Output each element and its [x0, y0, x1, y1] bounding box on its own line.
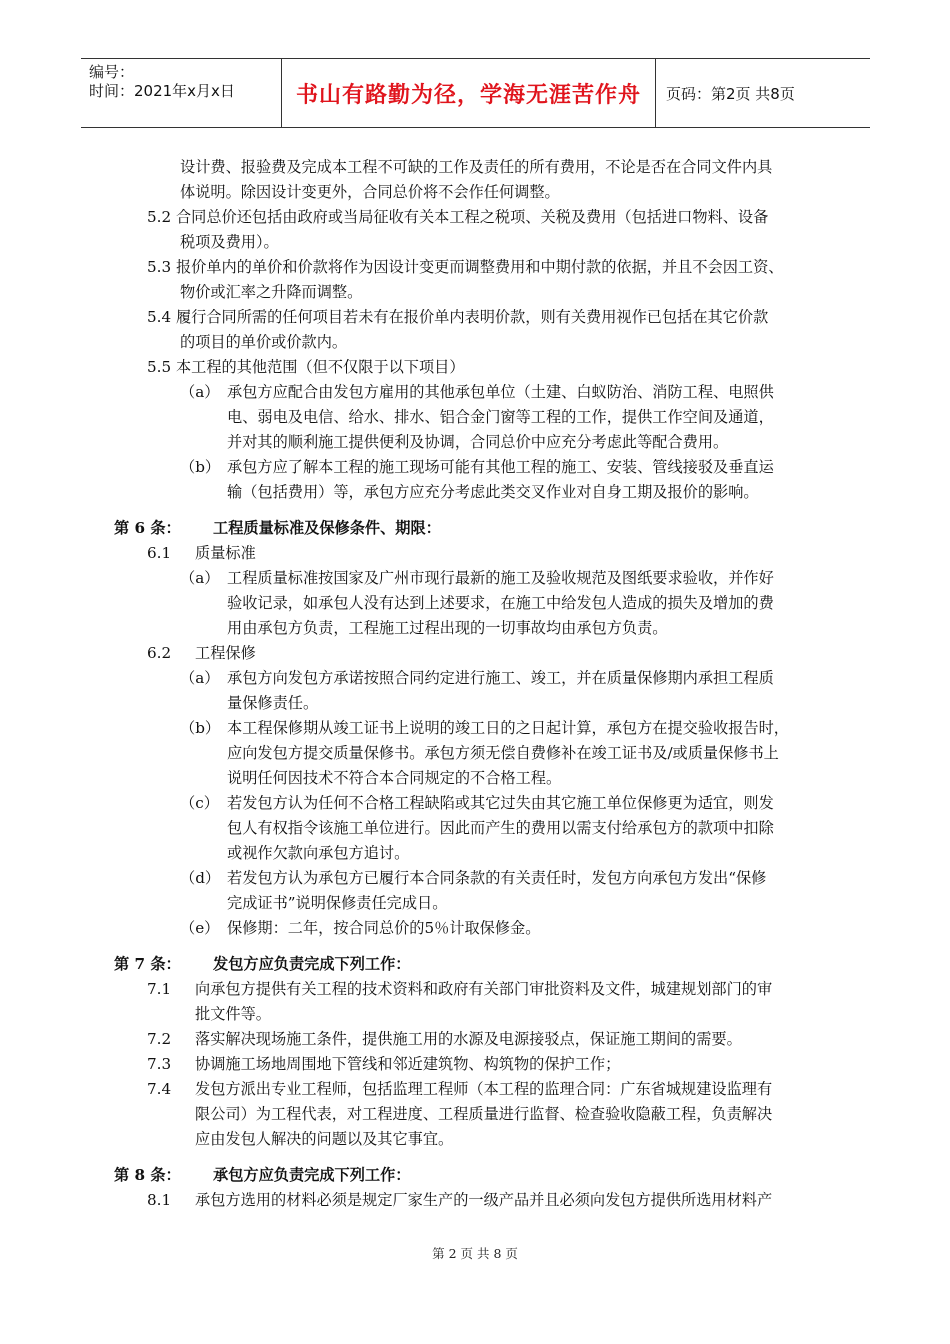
body-line: 5.2 合同总价还包括由政府或当局征收有关本工程之税项、关税及费用（包括进口物料、设备: [147, 208, 769, 226]
body-line: 包人有权指令该施工单位进行。因此而产生的费用以需支付给承包方的款项中扣除: [227, 819, 774, 837]
body-line: 输（包括费用）等，承包方应充分考虑此类交叉作业对自身工期及报价的影响。: [227, 483, 759, 501]
body-line: 工程质量标准按国家及广州市现行最新的施工及验收规范及图纸要求验收，并作好: [227, 569, 774, 587]
time-label: 时间：2021年x月x日: [89, 82, 235, 100]
article-title: 承包方应负责完成下列工作：: [213, 1166, 411, 1184]
header-table: [81, 58, 870, 128]
item-marker: （b）: [180, 458, 221, 476]
body-line: 的项目的单价或价款内。: [180, 333, 348, 351]
item-marker: （c）: [180, 794, 219, 812]
body-line: 税项及费用）。: [180, 233, 279, 251]
article-title: 工程质量标准及保修条件、期限：: [213, 519, 441, 537]
body-line: 用由承包方负责，工程施工过程出现的一切事故均由承包方负责。: [227, 619, 668, 637]
body-line: 量保修责任。: [227, 694, 319, 712]
item-marker: （b）: [180, 719, 221, 737]
item-marker: （a）: [180, 669, 220, 687]
section-number: 7.4: [147, 1080, 172, 1098]
body-line: 若发包方认为承包方已履行本合同条款的有关责任时，发包方向承包方发出“保修: [227, 869, 767, 887]
body-line: 完成证书”说明保修责任完成日。: [227, 894, 448, 912]
number-label: 编号：: [89, 63, 135, 81]
section-number: 8.1: [147, 1191, 172, 1209]
body-line: 协调施工场地周围地下管线和邻近建筑物、构筑物的保护工作；: [195, 1055, 621, 1073]
body-line: 承包方应配合由发包方雇用的其他承包单位（土建、白蚁防治、消防工程、电照供: [227, 383, 774, 401]
item-marker: （a）: [180, 383, 220, 401]
section-number: 7.1: [147, 980, 172, 998]
body-line: 验收记录，如承包人没有达到上述要求，在施工中给发包人造成的损失及增加的费: [227, 594, 774, 612]
body-line: 发包方派出专业工程师，包括监理工程师（本工程的监理合同：广东省城规建设监理有: [195, 1080, 773, 1098]
header-motto: 书山有路勤为径，学海无涯苦作舟: [282, 59, 656, 127]
body-line: 设计费、报验费及完成本工程不可缺的工作及责任的所有费用，不论是否在合同文件内具: [180, 158, 773, 176]
body-line: 或视作欠款向承包方追讨。: [227, 844, 410, 862]
body-line: 若发包方认为任何不合格工程缺陷或其它过失由其它施工单位保修更为适宜，则发: [227, 794, 774, 812]
article-number: 第 6 条：: [114, 519, 181, 537]
body-line: 体说明。除因设计变更外，合同总价将不会作任何调整。: [180, 183, 560, 201]
section-number: 6.1: [147, 544, 172, 562]
article-title: 发包方应负责完成下列工作：: [213, 955, 411, 973]
item-marker: （e）: [180, 919, 220, 937]
body-line: 承包方选用的材料必须是规定厂家生产的一级产品并且必须向发包方提供所选用材料产: [195, 1191, 773, 1209]
section-number: 6.2: [147, 644, 172, 662]
body-line: 落实解决现场施工条件，提供施工用的水源及电源接驳点，保证施工期间的需要。: [195, 1030, 742, 1048]
body-line: 承包方向发包方承诺按照合同约定进行施工、竣工，并在质量保修期内承担工程质: [227, 669, 774, 687]
body-line: 5.5 本工程的其他范围（但不仅限于以下项目）: [147, 358, 465, 376]
section-number: 7.3: [147, 1055, 172, 1073]
body-line: 电、弱电及电信、给水、排水、铝合金门窗等工程的工作，提供工作空间及通道，: [227, 408, 774, 426]
body-line: 向承包方提供有关工程的技术资料和政府有关部门审批资料及文件，城建规划部门的审: [195, 980, 773, 998]
item-marker: （d）: [180, 869, 221, 887]
body-line: 批文件等。: [195, 1005, 271, 1023]
body-line: 应由发包人解决的问题以及其它事宜。: [195, 1130, 454, 1148]
section-title: 工程保修: [195, 644, 256, 662]
section-title: 质量标准: [195, 544, 256, 562]
body-line: 应向发包方提交质量保修书。承包方须无偿自费修补在竣工证书及/或质量保修书上: [227, 744, 779, 762]
body-line: 5.3 报价单内的单价和价款将作为因设计变更而调整费用和中期付款的依据，并且不会因工资、: [147, 258, 784, 276]
body-line: 5.4 履行合同所需的任何项目若未有在报价单内表明价款，则有关费用视作已包括在其它价款: [147, 308, 769, 326]
header-meta-cell: [81, 59, 282, 127]
article-number: 第 8 条：: [114, 1166, 181, 1184]
article-number: 第 7 条：: [114, 955, 181, 973]
body-line: 说明任何因技术不符合本合同规定的不合格工程。: [227, 769, 562, 787]
body-line: 承包方应了解本工程的施工现场可能有其他工程的施工、安装、管线接驳及垂直运: [227, 458, 774, 476]
body-line: 保修期：二年，按合同总价的5％计取保修金。: [227, 919, 541, 937]
body-line: 本工程保修期从竣工证书上说明的竣工日的之日起计算，承包方在提交验收报告时，: [227, 719, 789, 737]
item-marker: （a）: [180, 569, 220, 587]
body-line: 物价或汇率之升降而调整。: [180, 283, 363, 301]
section-number: 7.2: [147, 1030, 172, 1048]
body-line: 并对其的顺利施工提供便利及协调，合同总价中应充分考虑此等配合费用。: [227, 433, 729, 451]
header-page-info: 页码：第2页 共8页: [666, 84, 795, 103]
page-footer: 第 2 页 共 8 页: [432, 1246, 518, 1261]
body-line: 限公司）为工程代表，对工程进度、工程质量进行监督、检查验收隐蔽工程，负责解决: [195, 1105, 773, 1123]
